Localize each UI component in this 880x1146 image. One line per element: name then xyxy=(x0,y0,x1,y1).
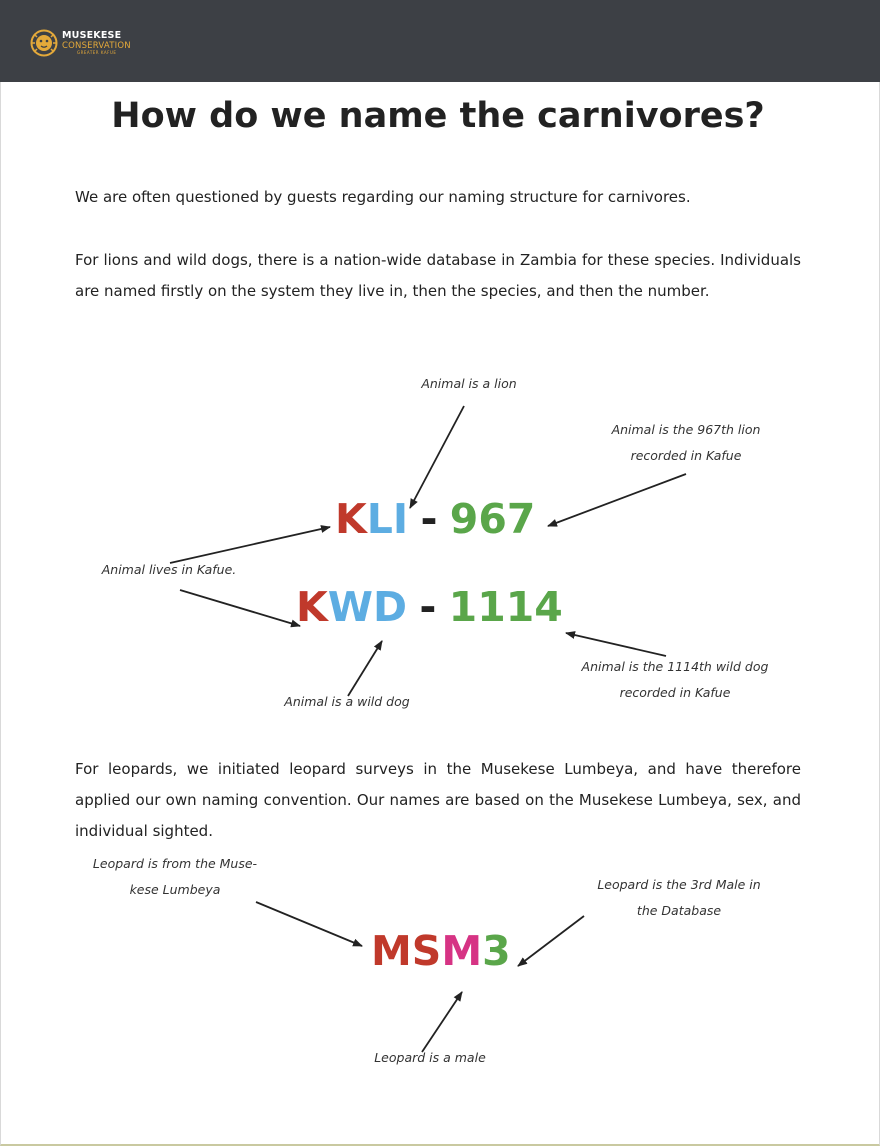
arrow-dog-species xyxy=(348,641,382,696)
lion-code-dash: - xyxy=(420,495,438,543)
arrow-leopard-area xyxy=(256,902,362,946)
arrow-lion-number xyxy=(548,474,686,526)
note-dog-number xyxy=(568,654,782,706)
wild-dog-code xyxy=(296,583,563,631)
leopards-paragraph: For leopards, we initiated leopard surveys in the Musekese Lumbeya, and have therefore applied our own naming convention. Our names are based on the Musekese Lumbeya, sex, and individual sighted. xyxy=(75,760,801,840)
note-dog-number-line2: recorded in Kafue xyxy=(619,685,731,700)
logo-subtitle: CONSERVATION xyxy=(62,40,131,51)
dog-code-number: 1114 xyxy=(448,583,563,631)
arrow-leopard-sex xyxy=(422,992,462,1052)
leopard-code-area: MS xyxy=(371,927,442,975)
dog-code-species: WD xyxy=(327,583,408,631)
note-leopard-area-line1: Leopard is from the Muse- xyxy=(92,856,258,871)
leopard-code-sex: M xyxy=(441,927,483,975)
note-dog-species: Animal is a wild dog xyxy=(284,694,410,709)
leopard-code xyxy=(371,927,511,975)
arrow-lion-species xyxy=(410,406,464,508)
note-lion-number-line2: recorded in Kafue xyxy=(630,448,742,463)
arrow-dog-number xyxy=(566,633,666,656)
note-lion-number xyxy=(590,417,782,469)
logo-name: MUSEKESE xyxy=(62,30,122,41)
note-leopard-area-line2: kese Lumbeya xyxy=(129,882,221,897)
lion-code xyxy=(335,495,536,543)
note-leopard-area xyxy=(80,851,270,903)
note-leopard-number xyxy=(584,872,774,924)
logo-tagline: GREATER KAFUE xyxy=(77,50,117,55)
lion-code-number: 967 xyxy=(449,495,536,543)
note-leopard-number-line1: Leopard is the 3rd Male in xyxy=(597,877,761,892)
lion-code-place: K xyxy=(335,495,367,543)
leopard-code-number: 3 xyxy=(482,927,511,975)
page-title: How do we name the carnivores? xyxy=(111,96,765,136)
note-lion-number-line1: Animal is the 967th lion xyxy=(611,422,761,437)
lions-dogs-paragraph: For lions and wild dogs, there is a nation-wide database in Zambia for these species. Individuals are named firstly on the system they live in, then the species, and then the number. xyxy=(75,251,801,300)
note-leopard-sex: Leopard is a male xyxy=(374,1050,486,1065)
intro-paragraph: We are often questioned by guests regarding our naming structure for carnivores. xyxy=(75,188,691,206)
note-lion-species: Animal is a lion xyxy=(421,376,517,391)
note-dog-number-line1: Animal is the 1114th wild dog xyxy=(581,659,769,674)
arrow-kafue-dog xyxy=(180,590,300,626)
dog-code-dash: - xyxy=(419,583,437,631)
note-lives-in-kafue: Animal lives in Kafue. xyxy=(101,562,237,577)
note-leopard-number-line2: the Database xyxy=(636,903,722,918)
arrow-leopard-number xyxy=(518,916,584,966)
lion-code-species: LI xyxy=(366,495,409,543)
dog-code-place: K xyxy=(296,583,328,631)
